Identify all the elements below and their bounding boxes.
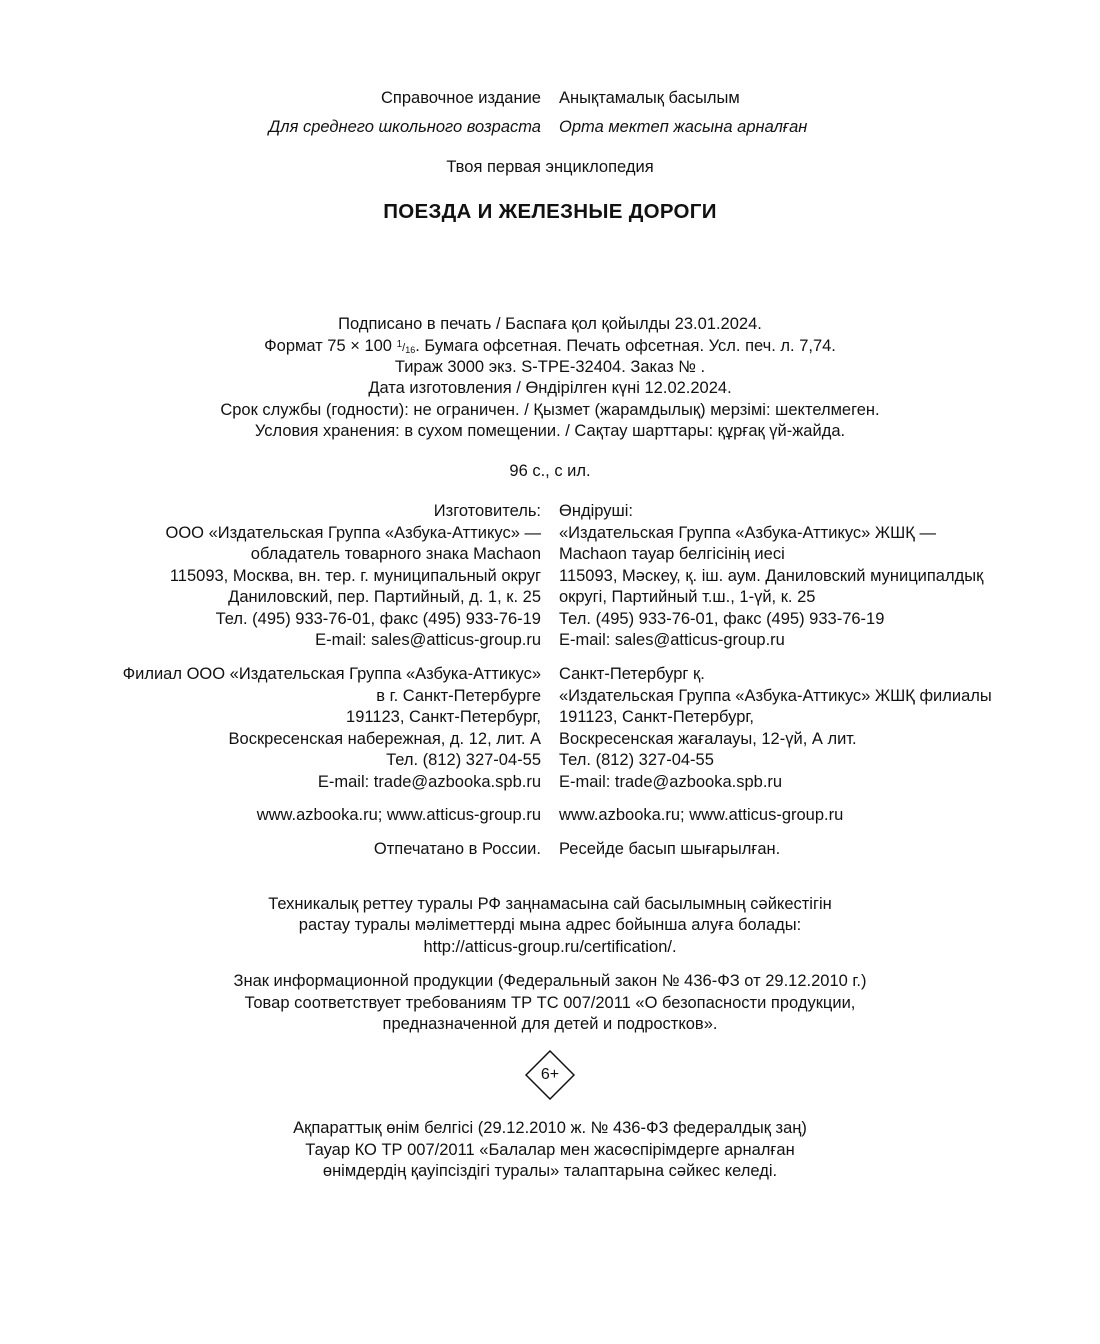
shelf-life-line: Срок службы (годности): не ограничен. / Қызмет (жарамдылық) мерзімі: шектелмеген. — [220, 401, 880, 419]
manufacturer-ru-line: обладатель товарного знака Machaon — [250, 545, 541, 563]
certification-line: растау туралы мәліметтерді мына адрес бойынша алуға болады: — [298, 916, 802, 934]
manufacturer-ru-line: E-mail: sales@atticus-group.ru — [315, 631, 541, 649]
manufacturer-ru-line: 115093, Москва, вн. тер. г. муниципальный округ — [169, 567, 541, 585]
branch-kz-line: E-mail: trade@azbooka.spb.ru — [559, 773, 783, 791]
manufacturer-ru-line: ООО «Издательская Группа «Азбука-Аттикус» — — [165, 524, 541, 542]
series-name: Твоя первая энциклопедия — [446, 158, 654, 176]
info-sign-ru-line: Товар соответствует требованиям ТР ТС 007/2011 «О безопасности продукции, — [244, 994, 856, 1012]
manufacturer-kz-line: Өндіруші: — [559, 502, 633, 520]
web-ru: www.azbooka.ru; www.atticus-group.ru — [256, 806, 541, 824]
book-title: ПОЕЗДА И ЖЕЛЕЗНЫЕ ДОРОГИ — [383, 200, 717, 223]
manufacturer-ru-line: Тел. (495) 933-76-01, факс (495) 933-76-19 — [215, 610, 541, 628]
pages-line: 96 с., с ил. — [509, 462, 591, 480]
manufacturer-kz-line: E-mail: sales@atticus-group.ru — [559, 631, 785, 649]
age-kz: Орта мектеп жасына арналған — [559, 118, 808, 136]
branch-kz-line: 191123, Санкт-Петербург, — [559, 708, 754, 726]
format-suffix: . Бумага офсетная. Печать офсетная. Усл. печ. л. 7,74. — [415, 337, 836, 355]
branch-ru-line: E-mail: trade@azbooka.spb.ru — [317, 773, 541, 791]
manufacturer-kz-line: округі, Партийный т.ш., 1-үй, к. 25 — [559, 588, 816, 606]
printed-ru: Отпечатано в России. — [373, 840, 541, 858]
info-sign-ru-line: Знак информационной продукции (Федеральный закон № 436-ФЗ от 29.12.2010 г.) — [233, 972, 867, 990]
format-numerator: 1 — [396, 339, 403, 350]
manufacturer-kz-line: Machaon тауар белгісінің иесі — [559, 545, 785, 563]
manufacturer-kz-line: Тел. (495) 933-76-01, факс (495) 933-76-19 — [559, 610, 885, 628]
branch-ru-line: в г. Санкт-Петербурге — [376, 687, 541, 705]
print-run-line: Тираж 3000 экз. S-TPE-32404. Заказ № . — [394, 358, 706, 376]
info-sign-kz-line: өнімдердің қауіпсіздігі туралы» талаптарына сәйкес келеді. — [322, 1162, 778, 1180]
info-sign-kz-line: Тауар КО ТР 007/2011 «Балалар мен жасөспірімдерге арналған — [305, 1141, 795, 1159]
info-sign-ru-line: предназначенной для детей и подростков». — [382, 1015, 718, 1033]
branch-ru-line: 191123, Санкт-Петербург, — [346, 708, 541, 726]
web-kz: www.azbooka.ru; www.atticus-group.ru — [559, 806, 844, 824]
manufacturer-kz-line: «Издательская Группа «Азбука-Аттикус» ЖШҚ — — [559, 524, 936, 542]
format-fraction: $^1/_{16}$ — [396, 339, 416, 355]
manufacturer-kz-line: 115093, Мәскеу, қ. іш. аум. Даниловский муниципалдық — [559, 567, 984, 585]
age-rating-label: 6+ — [540, 1066, 560, 1083]
info-sign-kz-line: Ақпараттық өнім белгісі (29.12.2010 ж. № 436-ФЗ федералдық заң) — [293, 1119, 807, 1137]
category-kz: Анықтамалық басылым — [559, 89, 740, 107]
branch-ru-line: Воскресенская набережная, д. 12, лит. А — [228, 730, 541, 748]
storage-line: Условия хранения: в сухом помещении. / Сақтау шарттары: құрғақ үй-жайда. — [254, 422, 846, 440]
branch-ru-line: Тел. (812) 327-04-55 — [386, 751, 541, 769]
branch-kz-line: Санкт-Петербург қ. — [559, 665, 705, 683]
certification-line: http://atticus-group.ru/certification/. — [423, 938, 677, 956]
manufacturer-ru-line: Даниловский, пер. Партийный, д. 1, к. 25 — [228, 588, 541, 606]
age-ru: Для среднего школьного возраста — [268, 118, 541, 136]
branch-kz-line: Тел. (812) 327-04-55 — [559, 751, 714, 769]
format-denominator: 16 — [405, 345, 416, 355]
made-date-line: Дата изготовления / Өндірілген күні 12.02.2024. — [368, 379, 732, 397]
signed-line: Подписано в печать / Баспаға қол қойылды 23.01.2024. — [338, 315, 762, 333]
certification-line: Техникалық реттеу туралы РФ заңнамасына сай басылымның сәйкестігін — [268, 895, 832, 913]
branch-kz-line: Воскресенская жағалауы, 12-үй, А лит. — [559, 730, 857, 748]
printed-kz: Ресейде басып шығарылған. — [559, 840, 781, 858]
category-ru: Справочное издание — [381, 89, 541, 107]
manufacturer-ru-line: Изготовитель: — [433, 502, 541, 520]
format-prefix: Формат 75 × 100 — [264, 337, 392, 355]
branch-ru-line: Филиал ООО «Издательская Группа «Азбука-Аттикус» — [122, 665, 541, 683]
branch-kz-line: «Издательская Группа «Азбука-Аттикус» ЖШҚ филиалы — [559, 687, 992, 705]
